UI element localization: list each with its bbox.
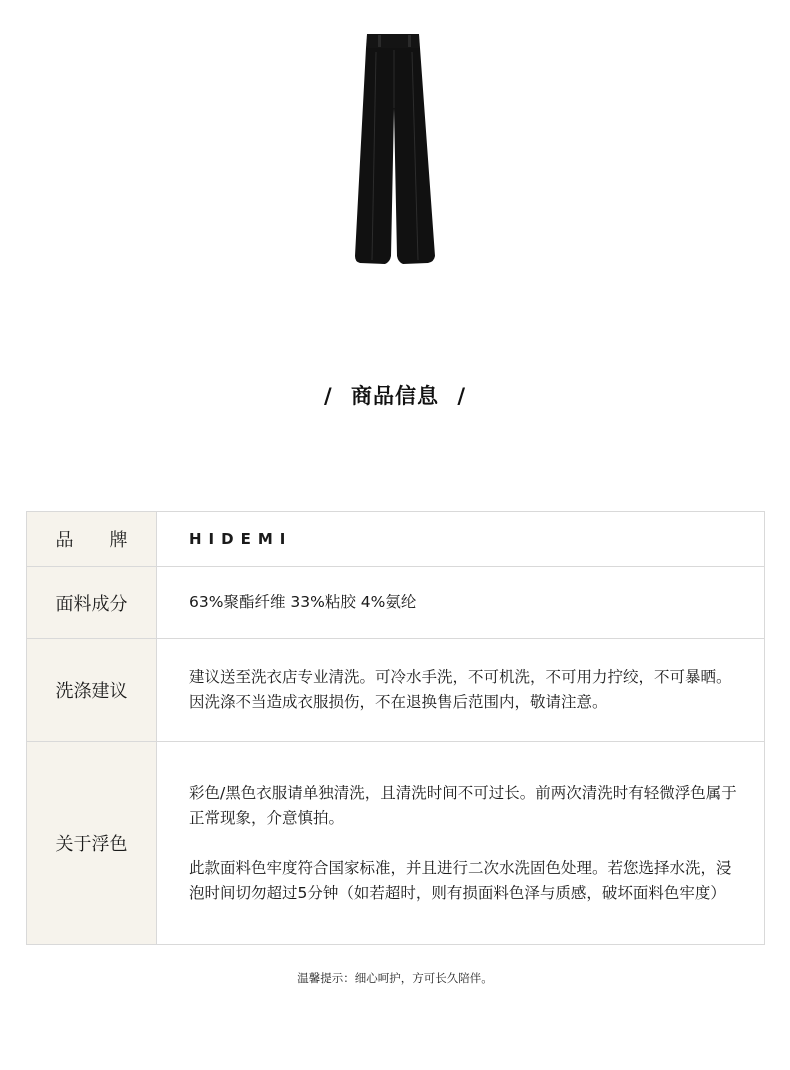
section-title <box>0 380 790 410</box>
title-slash-left: / <box>324 384 333 408</box>
color-fading-paragraph-1: 彩色/黑色衣服请单独清洗，且清洗时间不可过长。前两次清洗时有轻微浮色属于正常现象，介意慎拍。 <box>189 783 737 827</box>
material-label-cell <box>27 567 157 638</box>
wash-value-cell <box>157 639 764 741</box>
wash-value: 建议送至洗衣店专业清洗。可冷水手洗，不可机洗，不可用力拧绞，不可暴晒。因洗涤不当造成衣服损伤，不在退换售后范围内，敬请注意。 <box>189 668 732 711</box>
footer-note: 温馨提示：细心呵护，方可长久陪伴。 <box>297 971 493 985</box>
product-image-trousers <box>340 28 450 273</box>
title-slash-right: / <box>457 384 466 408</box>
table-row-color-fading <box>27 742 764 944</box>
material-value-cell <box>157 567 764 638</box>
color-fading-label: 关于浮色 <box>55 834 128 855</box>
brand-value-cell <box>157 512 764 566</box>
brand-label: 品牌 <box>55 530 164 551</box>
material-value: 63%聚酯纤维 33%粘胶 4%氨纶 <box>189 593 417 611</box>
table-row-brand <box>27 512 764 567</box>
color-fading-value-cell <box>157 742 764 944</box>
wash-label-cell <box>27 639 157 741</box>
color-fading-paragraph-2: 此款面料色牢度符合国家标准，并且进行二次水洗固色处理。若您选择水洗，浸泡时间切勿超过5分钟（如若超时，则有损面料色泽与质感，破坏面料色牢度） <box>189 858 732 902</box>
table-row-wash <box>27 639 764 742</box>
brand-value: HIDEMI <box>189 529 293 548</box>
wash-label: 洗涤建议 <box>55 681 128 702</box>
brand-label-cell <box>27 512 164 566</box>
color-fading-label-cell <box>27 742 157 944</box>
material-label: 面料成分 <box>55 593 128 615</box>
table-row-material <box>27 567 764 639</box>
section-title-text: 商品信息 <box>351 384 439 408</box>
product-info-table <box>26 511 765 945</box>
